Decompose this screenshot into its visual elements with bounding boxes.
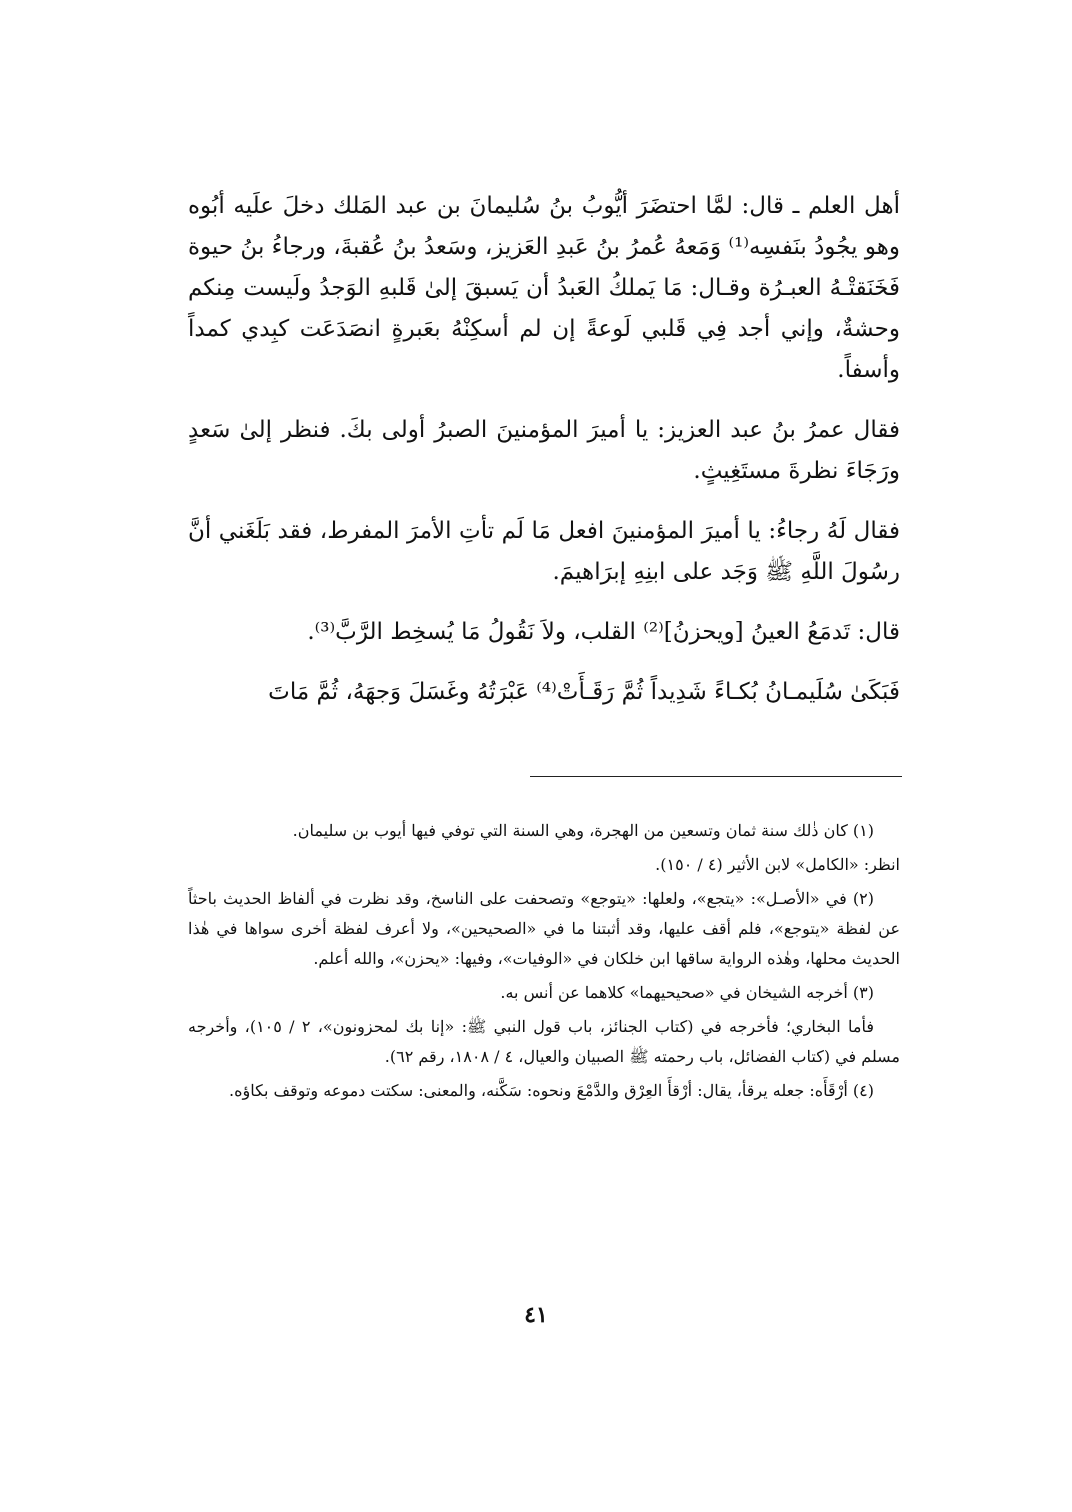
page-number: ٤١ — [524, 1302, 548, 1328]
footnote-divider — [530, 776, 902, 777]
paragraph-5: فَبَكَىٰ سُلَيمـانُ بُكـاءً شَدِيداً ثُمَّ رَقَـأَتْ⁽⁴⁾ عَبْرَتُهُ وغَسَلَ وَجهَهُ، ثُمَّ مَاتَ — [268, 679, 900, 705]
footnote-2: (٢) في «الأصـل»: «يتجع»، ولعلها: «يتوجع» وتصحفت على الناسخ، وقد نظرت في ألفاظ الحديث باحثاً عن لفظة «يتوجع»، فلم أقف عليها، وقد أثبتنا ما في «الصحيحين»، ولا أعرف لفظة أخرى سواها في هٰذا الحديث محلها، وهٰذه الرواية ساقها ابن خلكان في «الوفيات»، وفيها: «يحزن»، والله أعلم. — [188, 889, 901, 968]
paragraph-4: قال: تَدمَعُ العينُ [ويحزنُ]⁽²⁾ القلب، ولاَ نَقُولُ مَا يُسخِط الرَّبَّ⁽³⁾. — [307, 619, 900, 645]
footnote-1-reference: انظر: «الكامل» لابن الأثير (٤ / ١٥٠). — [655, 855, 900, 874]
footnote-3: (٣) أخرجه الشيخان في «صحيحيهما» كلاهما عن أنس به. — [500, 983, 874, 1002]
paragraph-1: أهل العلم ـ قال: لمَّا احتضَرَ أيُّوبُ بنُ سُليمانَ بن عبد المَلك دخلَ علَيه أبُوه وهو يجُودُ بنَفسِه⁽¹⁾ وَمَعهُ عُمرُ بنُ عَبدِ العَزيز، وسَعدُ بنُ عُقبةَ، ورجاءُ بنُ حيوة فَخَنَقتْـهُ العبـرُة وقـال: مَا يَملكُ العَبدُ أن يَسبقَ إلىٰ قَلبهِ الوَجدُ ولَيست مِنكم وحشةٌ، وإني أجد فِي قَلبي لَوعةً إن لم أسكِنْهُ بعَبرةٍ انصَدَعَت كبِدي كمداً وأسفاً. — [188, 193, 900, 383]
footnotes — [188, 816, 900, 1110]
footnote-3-detail: فأما البخاري؛ فأخرجه في (كتاب الجنائز، باب قول النبي ﷺ: «إنا بك لمحزونون»، ٢ / ١٠٥)، وأخرجه مسلم في (كتاب الفضائل، باب رحمته ﷺ الصبيان والعيال، ٤ / ١٨٠٨، رقم ٦٢). — [188, 1017, 900, 1066]
footnote-4: (٤) أرْقَأَه: جعله يرقأ، يقال: أرْقأَ العِرْق والدَّمْعَ ونحوه: سَكَّنه، والمعنى: سكتت دموعه وتوقف بكاؤه. — [229, 1081, 874, 1100]
footnote-1: (١) كان ذٰلك سنة ثمان وتسعين من الهجرة، وهي السنة التي توفي فيها أيوب بن سليمان. — [292, 821, 874, 840]
main-text — [188, 186, 900, 713]
paragraph-3: فقال لَهُ رجاءُ: يا أميرَ المؤمنينَ افعل مَا لَم تأتِ الأمرَ المفرط، فقد بَلَغَني أنَّ رسُولَ اللَّهِ ﷺ وَجَد على ابنِهِ إبرَاهيمَ. — [188, 518, 900, 585]
paragraph-2: فقال عمرُ بنُ عبد العزيز: يا أميرَ المؤمنينَ الصبرُ أولى بكَ. فنظر إلىٰ سَعدٍ ورَجَاءَ نظرةَ مستَغِيثٍ. — [188, 417, 900, 484]
